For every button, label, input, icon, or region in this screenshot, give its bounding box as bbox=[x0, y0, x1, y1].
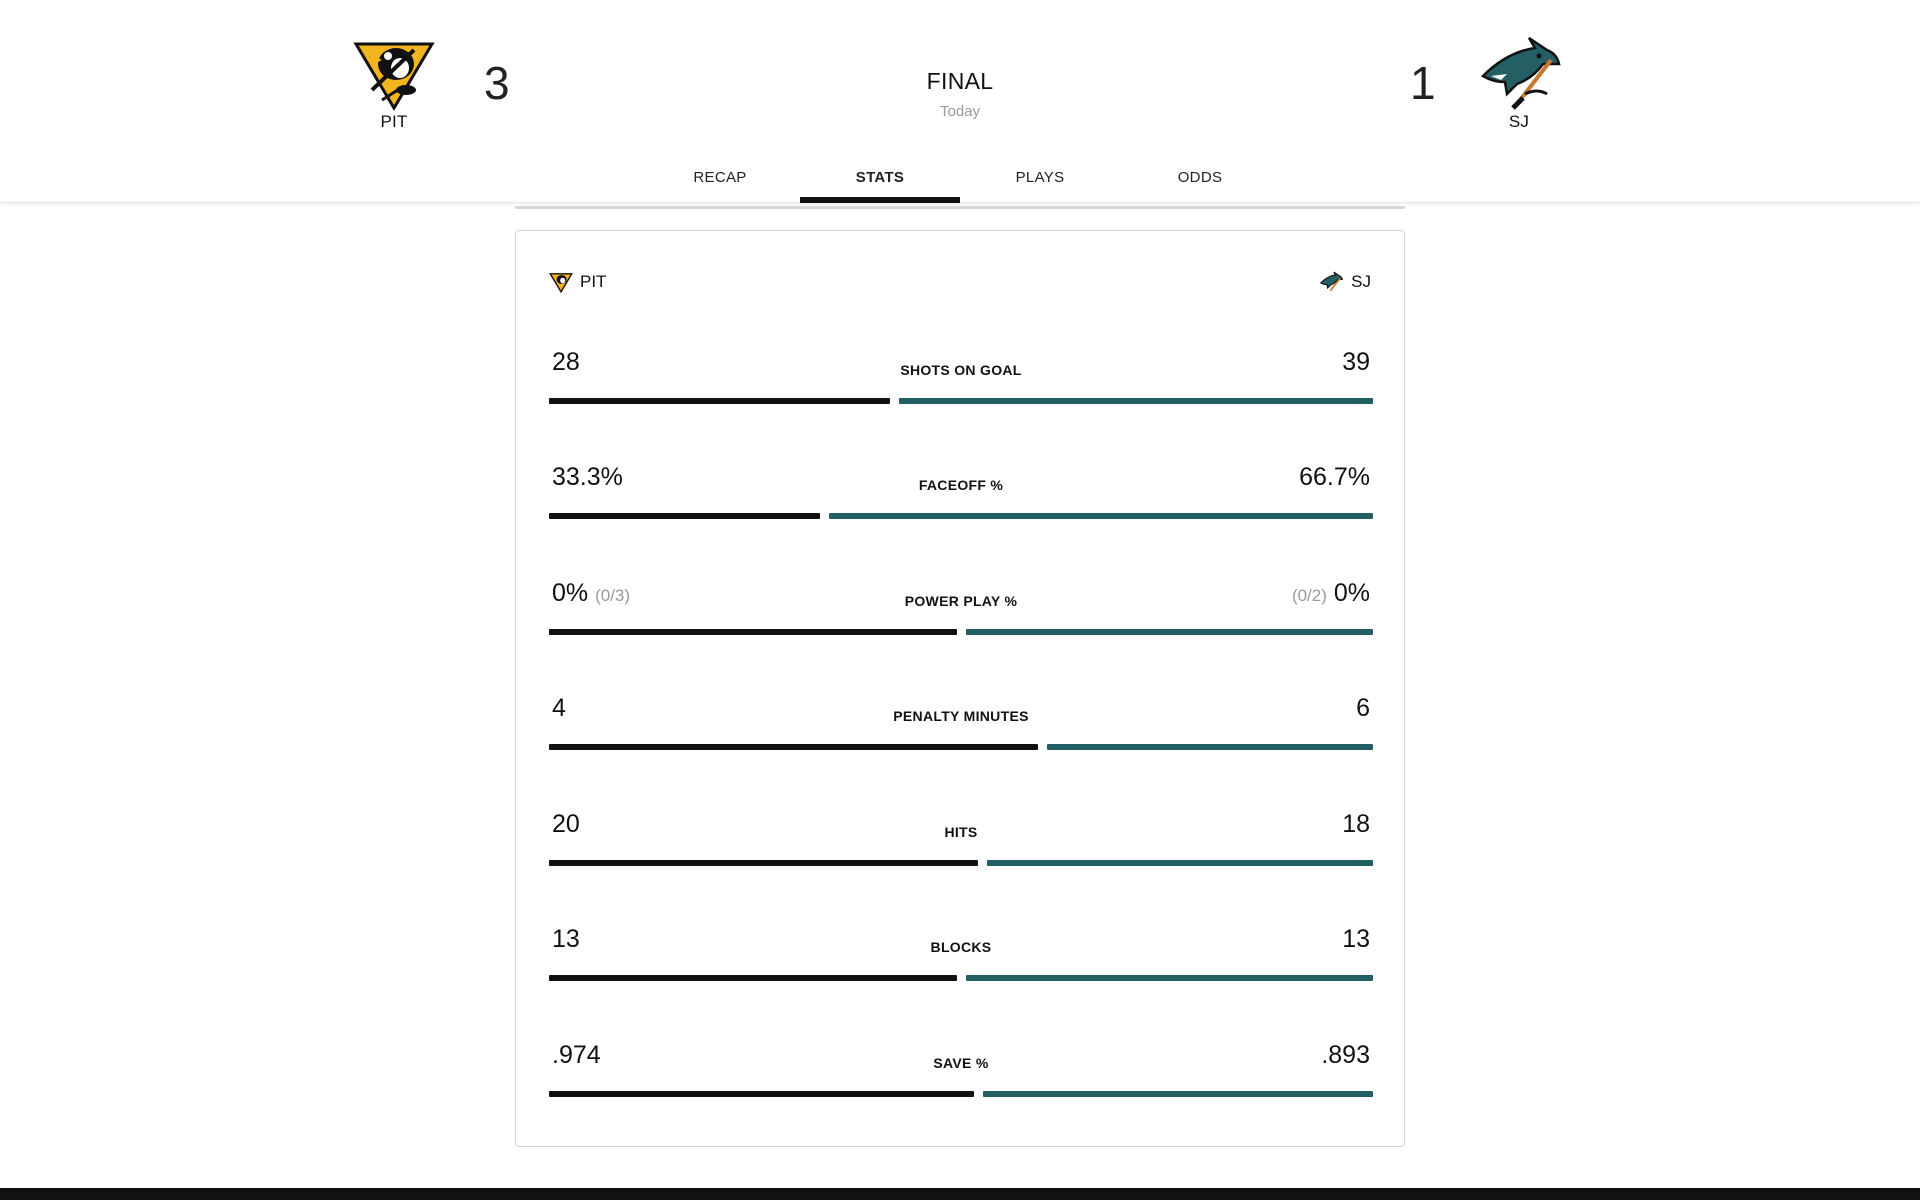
stat-away-value: 66.7% bbox=[1299, 463, 1370, 491]
stat-label: HITS bbox=[944, 824, 978, 840]
stat-away-value: .893 bbox=[1321, 1041, 1370, 1069]
game-status-final: FINAL bbox=[926, 68, 994, 94]
stat-row bbox=[549, 348, 1373, 428]
stat-home-bar bbox=[549, 860, 978, 866]
card-home-team bbox=[549, 271, 606, 293]
stat-away-bar bbox=[899, 398, 1373, 404]
stat-home-bar bbox=[549, 629, 957, 635]
game-tabs bbox=[640, 160, 1280, 203]
game-date: Today bbox=[939, 103, 981, 120]
stat-label: BLOCKS bbox=[930, 939, 992, 955]
away-team-abbr: SJ bbox=[1508, 112, 1530, 131]
stat-label: SHOTS ON GOAL bbox=[900, 362, 1022, 378]
footer-band bbox=[0, 1188, 1920, 1200]
divider bbox=[515, 206, 1405, 209]
stat-away-bar bbox=[983, 1091, 1373, 1097]
card-header bbox=[549, 271, 1371, 301]
sharks-logo-icon bbox=[1319, 271, 1343, 293]
stat-label: PENALTY MINUTES bbox=[893, 708, 1029, 724]
game-status bbox=[860, 68, 1060, 120]
stat-row bbox=[549, 810, 1373, 890]
stat-home-bar bbox=[549, 398, 890, 404]
stat-label: SAVE % bbox=[933, 1055, 989, 1071]
stat-row bbox=[549, 463, 1373, 543]
tab-recap[interactable]: RECAP bbox=[693, 169, 747, 186]
stat-row bbox=[549, 1041, 1373, 1121]
stat-label: FACEOFF % bbox=[918, 477, 1004, 493]
stat-away-value: 6 bbox=[1356, 694, 1370, 722]
home-score: 3 bbox=[484, 57, 510, 109]
stat-away-value: 39 bbox=[1342, 348, 1370, 376]
penguins-logo-icon bbox=[352, 34, 436, 112]
stat-home-bar bbox=[549, 744, 1038, 750]
stat-label: POWER PLAY % bbox=[904, 593, 1018, 609]
stat-home-value: 0% (0/3) bbox=[552, 579, 631, 607]
stat-away-bar bbox=[1047, 744, 1373, 750]
team-stats-card bbox=[515, 230, 1405, 1147]
stat-row bbox=[549, 579, 1373, 659]
stat-away-bar bbox=[966, 975, 1373, 981]
stat-row bbox=[549, 694, 1373, 774]
stat-home-value: 20 bbox=[552, 810, 580, 838]
stat-home-value: 4 bbox=[552, 694, 566, 722]
stat-away-bar bbox=[987, 860, 1373, 866]
away-team[interactable] bbox=[1471, 34, 1567, 132]
stat-home-value: 13 bbox=[552, 925, 580, 953]
card-away-team bbox=[1319, 271, 1371, 293]
tab-odds[interactable]: ODDS bbox=[1177, 169, 1223, 186]
game-header bbox=[0, 0, 1920, 203]
home-team-abbr: PIT bbox=[380, 112, 408, 131]
stat-away-bar bbox=[966, 629, 1373, 635]
tab-stats[interactable]: STATS bbox=[800, 160, 960, 203]
stat-home-value: 33.3% bbox=[552, 463, 623, 491]
stat-row bbox=[549, 925, 1373, 1005]
sharks-logo-icon bbox=[1477, 34, 1561, 112]
stat-away-value: 13 bbox=[1342, 925, 1370, 953]
card-away-abbr: SJ bbox=[1351, 272, 1371, 291]
away-score: 1 bbox=[1410, 57, 1436, 109]
stat-away-bar bbox=[829, 513, 1373, 519]
stat-home-bar bbox=[549, 975, 957, 981]
stat-home-value: .974 bbox=[552, 1041, 601, 1069]
stat-home-bar bbox=[549, 1091, 974, 1097]
stat-home-bar bbox=[549, 513, 820, 519]
stat-away-value: 18 bbox=[1342, 810, 1370, 838]
stat-home-value: 28 bbox=[552, 348, 580, 376]
penguins-logo-icon bbox=[549, 271, 573, 293]
home-team[interactable] bbox=[346, 34, 442, 132]
stat-away-value: (0/2) 0% bbox=[1291, 579, 1370, 607]
card-home-abbr: PIT bbox=[580, 272, 607, 291]
tab-plays[interactable]: PLAYS bbox=[1015, 169, 1065, 186]
